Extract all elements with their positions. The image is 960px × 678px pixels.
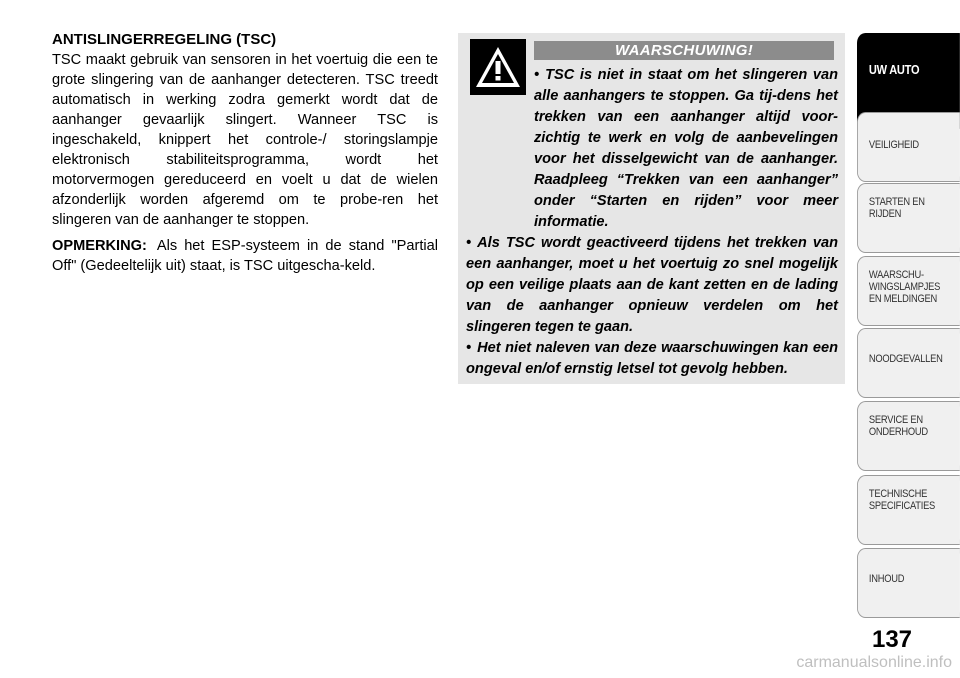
- warning-item: • Als TSC wordt geactiveerd tijdens het trekken van een aanhanger, moet u het voertuig zo snel mogelijk op een veilige plaats aan de kant zetten en de lading van de aanhanger opnieuw verdelen om het slingeren tegen te gaan.: [466, 235, 838, 335]
- warning-title: WAARSCHUWING!: [534, 41, 834, 60]
- bullet: •: [466, 235, 472, 251]
- tab-technische-specificaties[interactable]: TECHNISCHE SPECIFICATIES: [857, 475, 960, 545]
- main-text-column: [52, 30, 438, 282]
- note-paragraph: [52, 236, 438, 276]
- tab-veiligheid[interactable]: VEILIGHEID: [857, 112, 960, 182]
- tab-uw-auto[interactable]: UW AUTO: [857, 33, 960, 129]
- bullet: •: [466, 340, 472, 356]
- section-paragraph: TSC maakt gebruik van sensoren in het voertuig die een te grote slingering van de aanhanger detecteren. TSC treedt automatisch in werking zodra gemerkt wordt dat de aanhanger gevaarlijk slingert. Wanneer TSC is ingeschakeld, knippert het controle-/ storingslampje elektronisch stabiliteitsprogramma, wordt het motorvermogen gereduceerd en voelt u dat de wielen afzonderlijk worden afgeremd om te probe-ren het slingeren van de aanhanger te stoppen.: [52, 52, 438, 228]
- tab-service-en-onderhoud[interactable]: SERVICE EN ONDERHOUD: [857, 401, 960, 471]
- note-label: OPMERKING:: [52, 238, 147, 254]
- section-heading: ANTISLINGERREGELING (TSC): [52, 31, 277, 48]
- warning-body: [466, 65, 838, 380]
- tab-noodgevallen[interactable]: NOODGEVALLEN: [857, 328, 960, 398]
- warning-item: • TSC is niet in staat om het slingeren van alle aanhangers te stoppen. Ga tij-dens het trekken van een aanhanger altijd voor-zichtig te werk en volg de aanbevelingen voor het disselgewicht van de aanhanger. Raadpleeg “Trekken van een aanhanger” onder “Starten en rijden” voor meer informatie.: [534, 67, 838, 230]
- tab-starten-en-rijden[interactable]: STARTEN EN RIJDEN: [857, 183, 960, 253]
- warning-box: [458, 33, 845, 384]
- note-text: Als het ESP-systeem in de stand "Partial Off" (Gedeeltelijk uit) staat, is TSC uitgescha-keld.: [52, 238, 438, 274]
- bullet: •: [534, 67, 540, 83]
- watermark: carmanualsonline.info: [796, 654, 952, 671]
- page-number: 137: [871, 626, 913, 653]
- tab-waarschuwingslampjes[interactable]: WAARSCHU- WINGSLAMPJES EN MELDINGEN: [857, 256, 960, 326]
- tab-inhoud[interactable]: INHOUD: [857, 548, 960, 618]
- warning-item: • Het niet naleven van deze waarschuwingen kan een ongeval en/of ernstig letsel tot gevolg hebben.: [466, 340, 838, 377]
